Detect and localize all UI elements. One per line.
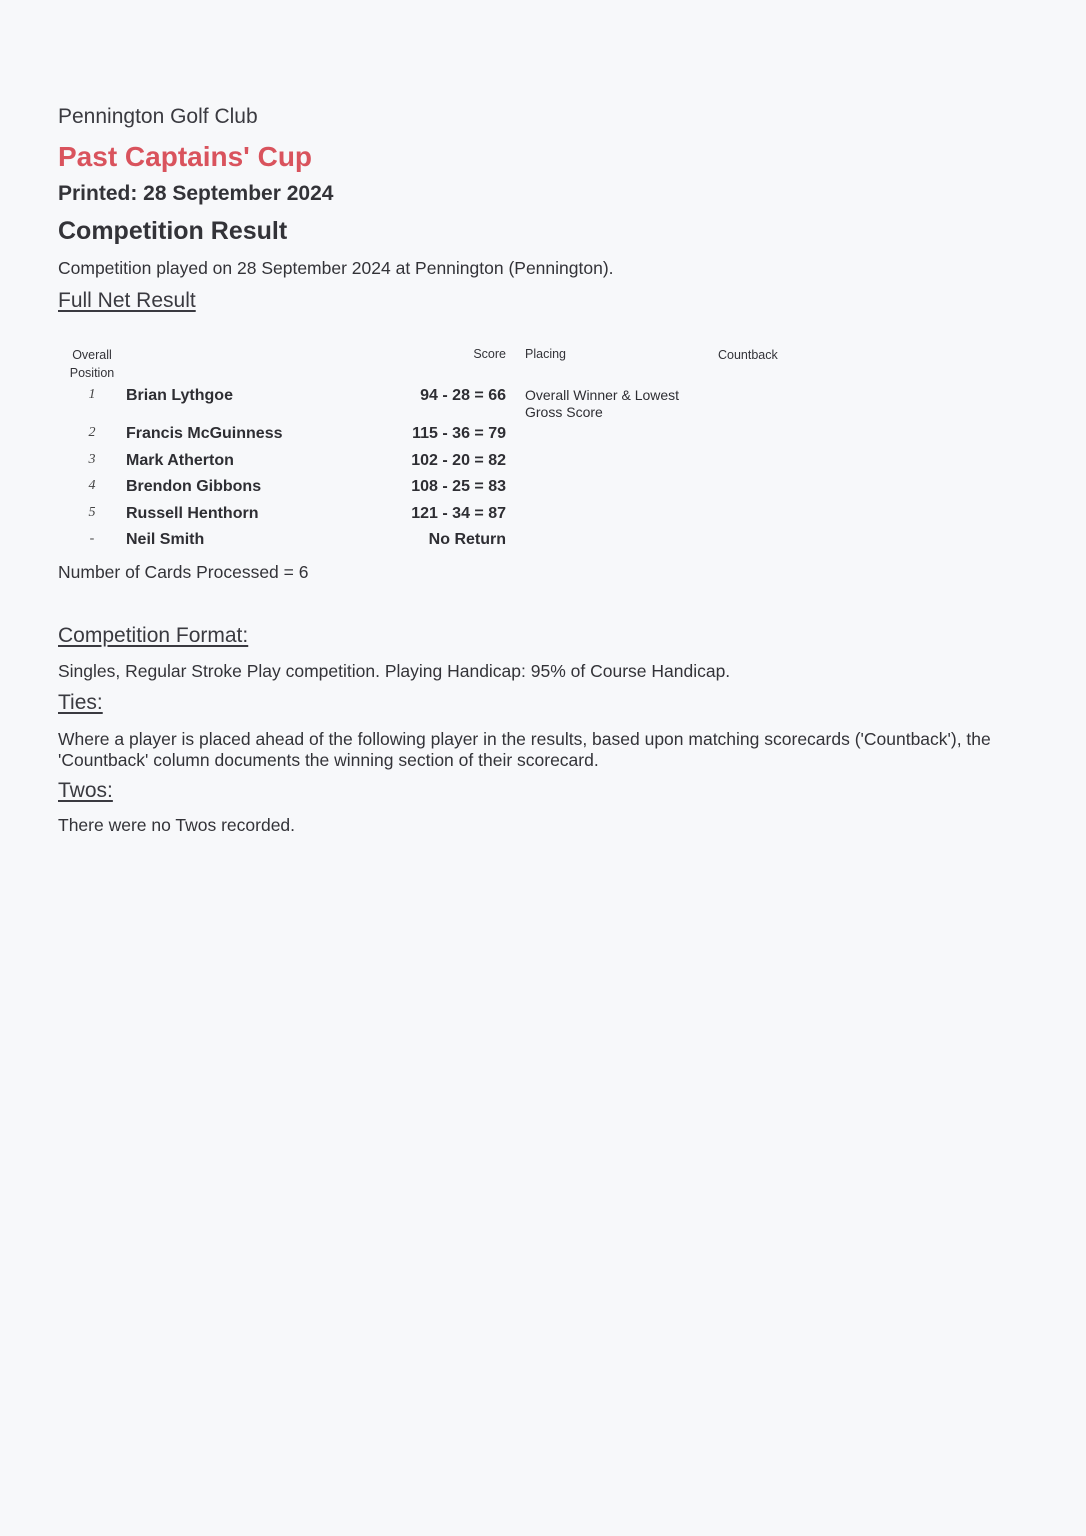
column-header-position-line2: Position [69, 366, 115, 380]
row-score: No Return [428, 531, 506, 548]
full-net-result-heading: Full Net Result [58, 289, 196, 312]
row-position: 5 [88, 505, 96, 520]
printed-date: Printed: 28 September 2024 [58, 182, 334, 205]
table-row [0, 478, 1086, 502]
row-player-name: Russell Henthorn [126, 505, 259, 522]
row-score: 115 - 36 = 79 [412, 425, 506, 442]
row-player-name: Francis McGuinness [126, 425, 283, 442]
table-row [0, 387, 1086, 420]
row-score: 121 - 34 = 87 [411, 505, 506, 522]
competition-format-text: Singles, Regular Stroke Play competition. Playing Handicap: 95% of Course Handicap. [58, 661, 731, 681]
row-player-name: Brendon Gibbons [126, 478, 262, 495]
row-position: - [89, 531, 95, 546]
column-header-placing: Placing [525, 347, 566, 361]
row-placing: Overall Winner & Lowest Gross Score [525, 387, 680, 420]
table-row [0, 505, 1086, 529]
table-row [0, 425, 1086, 449]
row-score: 102 - 20 = 82 [411, 452, 506, 469]
column-header-position [62, 346, 122, 382]
row-position: 2 [88, 425, 96, 440]
row-player-name: Neil Smith [126, 531, 205, 548]
result-heading: Competition Result [58, 217, 288, 245]
competition-format-heading: Competition Format: [58, 624, 249, 647]
column-header-position-line1: Overall [72, 348, 112, 362]
ties-text: Where a player is placed ahead of the following player in the results, based upon matching scorecards ('Countback'), the 'Countback' column documents the winning section of their scorecard. [58, 729, 991, 770]
twos-heading: Twos: [58, 779, 113, 802]
column-header-score: Score [473, 347, 506, 361]
row-player-name: Brian Lythgoe [126, 387, 233, 404]
row-score: 94 - 28 = 66 [420, 387, 506, 404]
played-info: Competition played on 28 September 2024 at Pennington (Pennington). [58, 258, 614, 278]
column-header-countback: Countback [718, 348, 778, 362]
row-position: 3 [88, 452, 96, 467]
table-row [0, 452, 1086, 476]
club-name: Pennington Golf Club [58, 105, 258, 128]
ties-heading: Ties: [58, 691, 103, 714]
competition-title: Past Captains' Cup [58, 141, 313, 172]
row-position: 4 [88, 478, 96, 493]
row-score: 108 - 25 = 83 [411, 478, 506, 495]
row-player-name: Mark Atherton [126, 452, 234, 469]
twos-text: There were no Twos recorded. [58, 815, 296, 835]
cards-processed: Number of Cards Processed = 6 [58, 562, 309, 582]
table-row [0, 531, 1086, 555]
row-position: 1 [88, 387, 96, 402]
